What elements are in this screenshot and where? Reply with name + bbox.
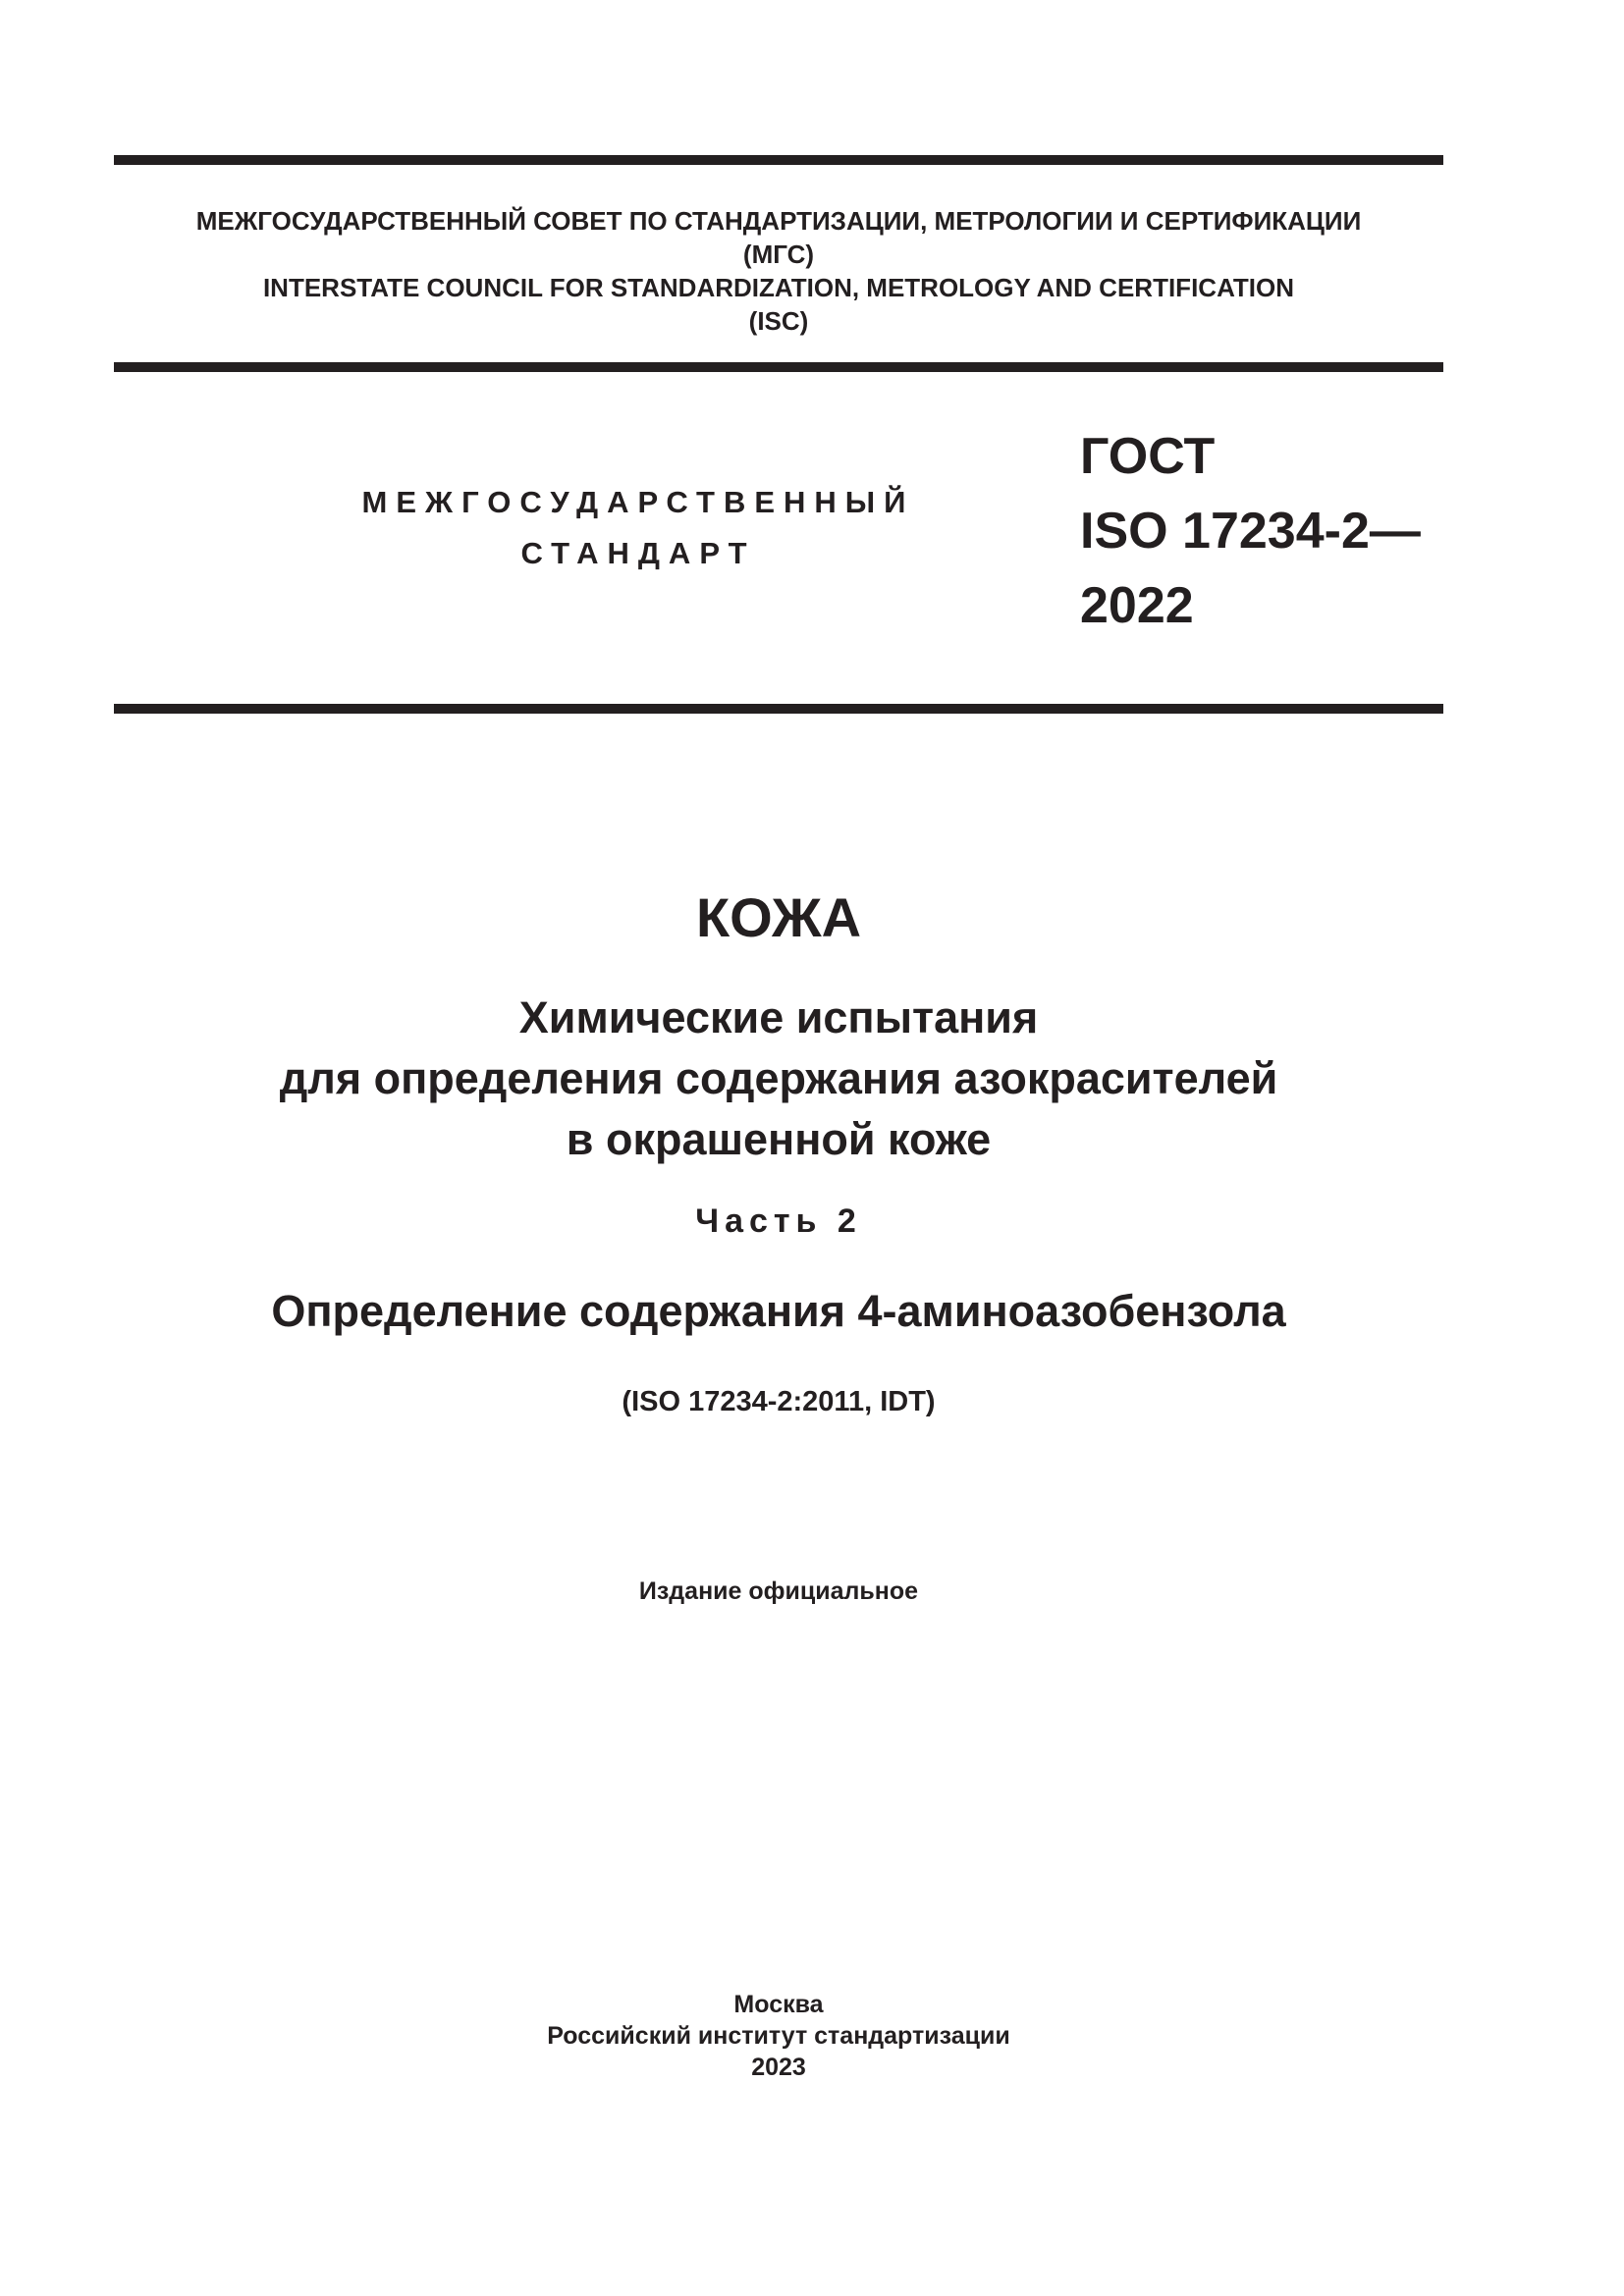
standard-code xyxy=(1080,419,1421,643)
imprint xyxy=(114,1989,1443,2083)
standard-kind-line-1: МЕЖГОСУДАРСТВЕННЫЙ xyxy=(361,485,915,519)
imprint-publisher: Российский институт стандартизации xyxy=(547,2022,1010,2050)
part-label: Часть 2 xyxy=(695,1202,862,1240)
subtitle-line-2: для определения содержания азокрасителей xyxy=(279,1053,1278,1103)
council-name-en: INTERSTATE COUNCIL FOR STANDARDIZATION, METROLOGY AND CERTIFICATION xyxy=(262,273,1295,302)
imprint-city: Москва xyxy=(733,1991,824,2018)
council-name-ru: МЕЖГОСУДАРСТВЕННЫЙ СОВЕТ ПО СТАНДАРТИЗАЦИИ, МЕТРОЛОГИИ И СЕРТИФИКАЦИИ xyxy=(195,206,1362,236)
imprint-year: 2023 xyxy=(751,2054,806,2081)
subtitle-line-1: Химические испытания xyxy=(518,992,1039,1042)
standard-code-number: ISO 17234-2— xyxy=(1080,503,1421,560)
standard-code-prefix: ГОСТ xyxy=(1080,428,1216,485)
council-abbr-en: (ISC) xyxy=(748,306,809,336)
standard-kind xyxy=(295,477,982,579)
standard-kind-line-2: СТАНДАРТ xyxy=(520,536,756,570)
iso-reference: (ISO 17234-2:2011, IDT) xyxy=(622,1386,936,1417)
council-abbr-ru: (МГС) xyxy=(742,240,815,269)
document-title: КОЖА xyxy=(695,886,862,948)
subtitle-line-3: в окрашенной коже xyxy=(566,1114,992,1164)
header-bottom-rule xyxy=(114,362,1443,372)
part-title: Определение содержания 4-аминоазобензола xyxy=(271,1286,1286,1336)
standard-code-year: 2022 xyxy=(1080,577,1194,634)
document-subtitle xyxy=(114,988,1443,1170)
top-rule xyxy=(114,155,1443,165)
edition-note: Издание официальное xyxy=(638,1577,919,1605)
council-header xyxy=(114,204,1443,338)
code-bottom-rule xyxy=(114,704,1443,714)
